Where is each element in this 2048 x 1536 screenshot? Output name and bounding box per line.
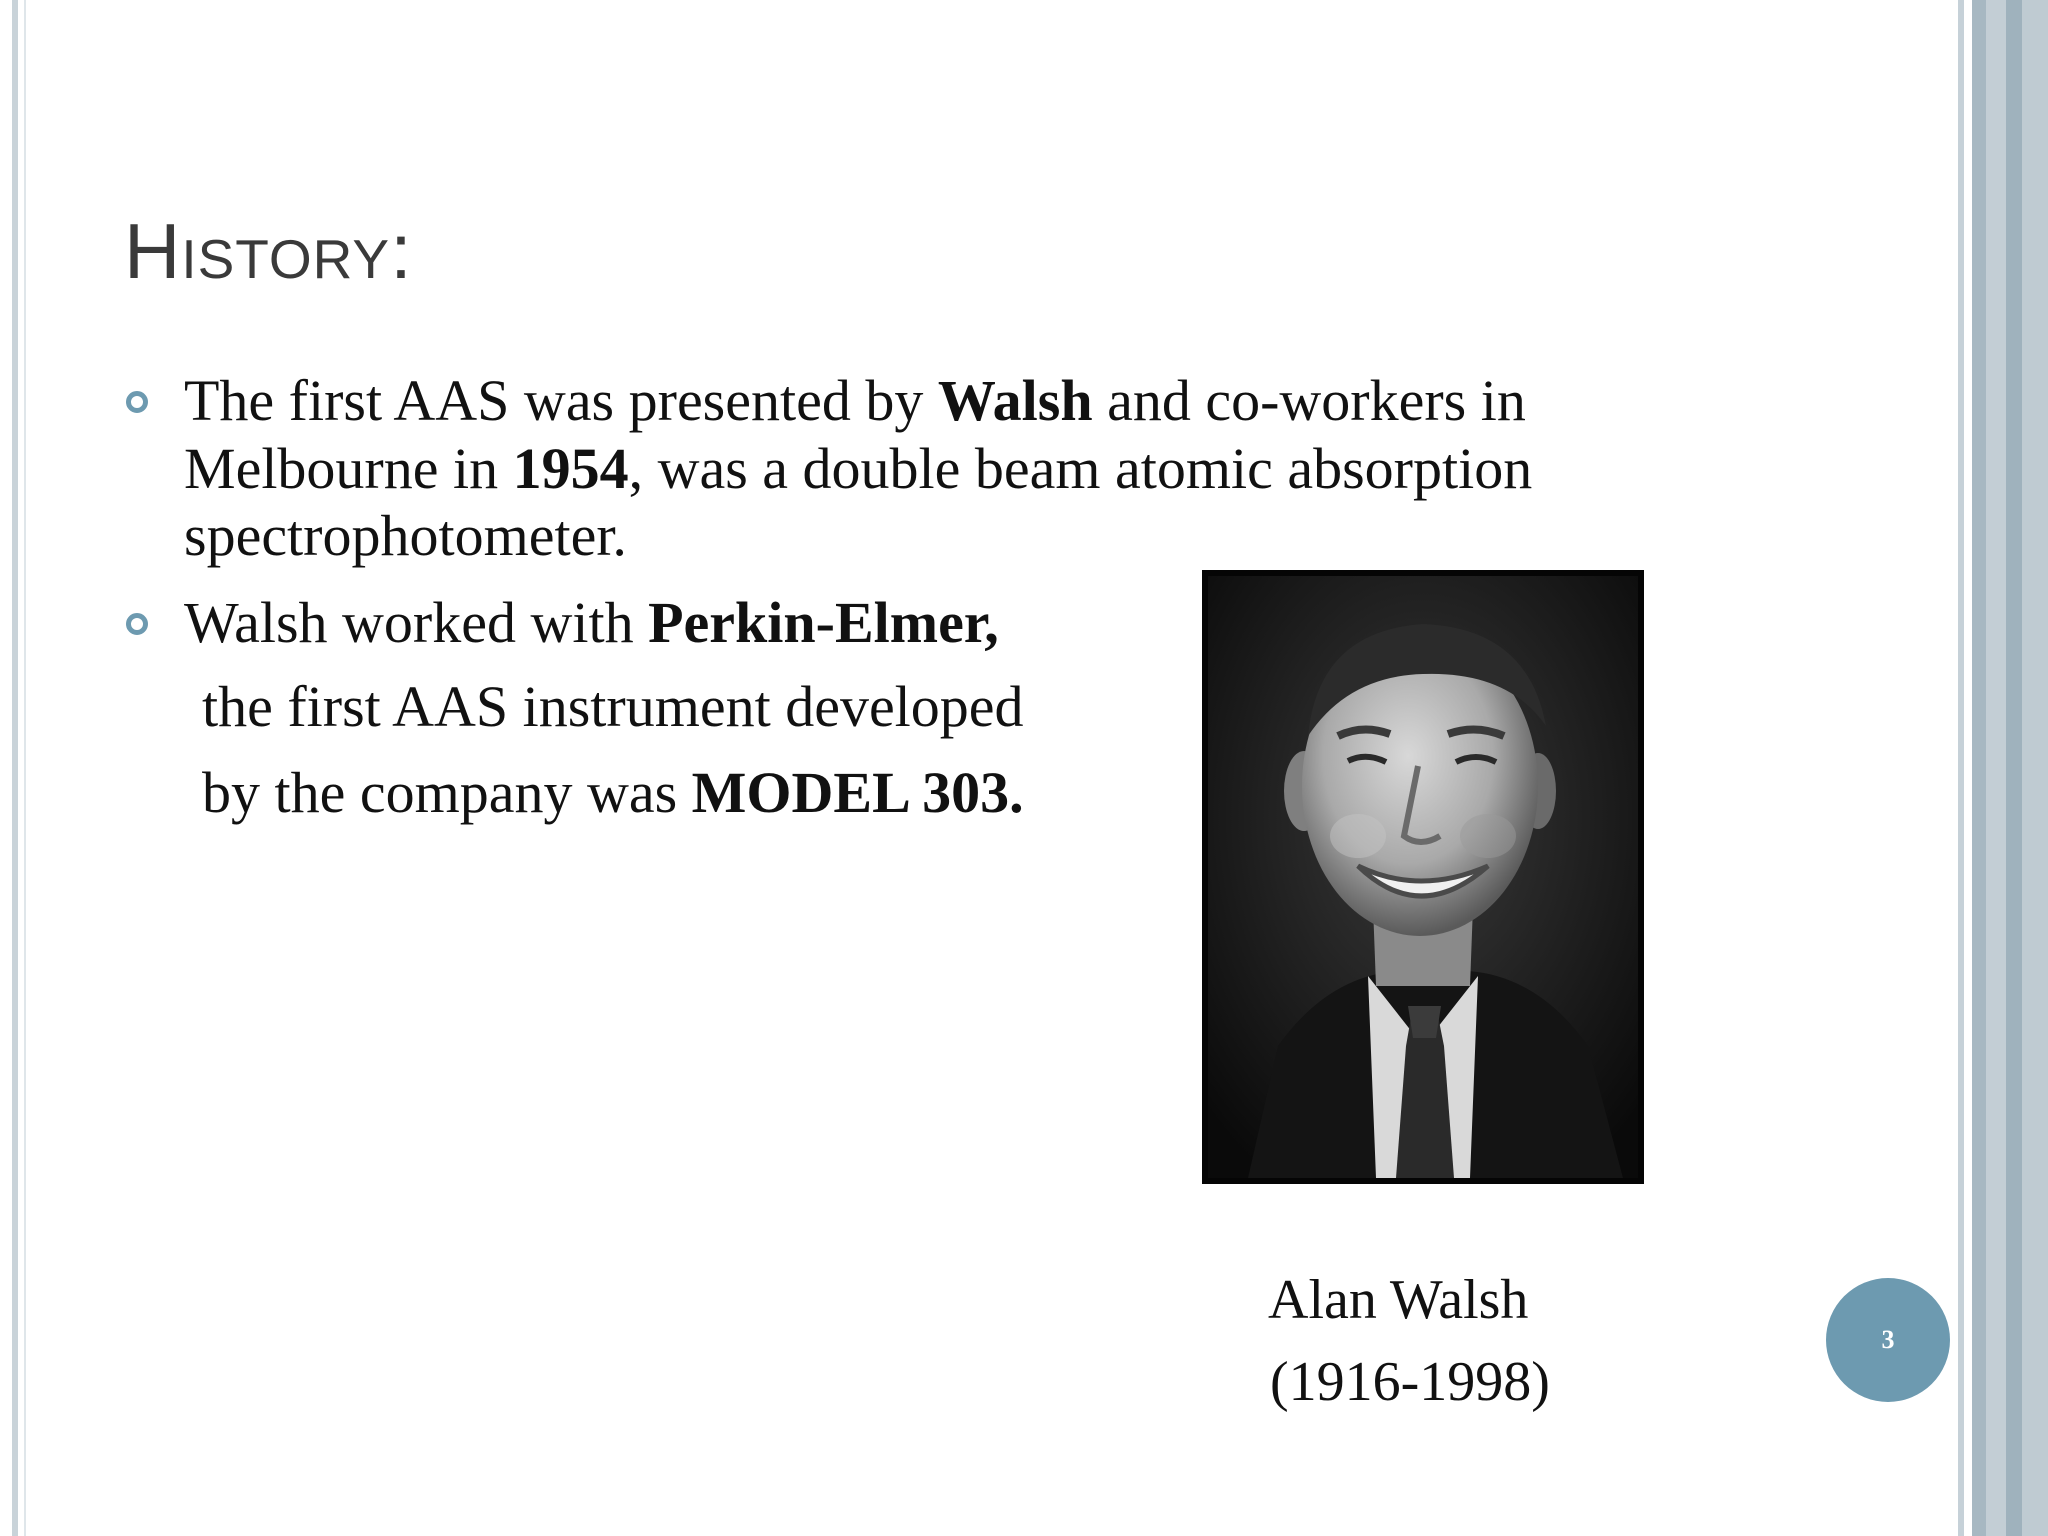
bullet-1-line-3 xyxy=(184,503,627,568)
text-run-bold: 1954 xyxy=(512,436,629,501)
text-run: Walsh worked with xyxy=(184,590,649,655)
bullet-2-line-3 xyxy=(202,760,1024,825)
bullet-circle-icon xyxy=(126,613,148,635)
text-run-bold: Perkin-Elmer, xyxy=(648,590,999,655)
text-run: , was a double beam atomic absorption xyxy=(628,436,1533,501)
page-number: 3 xyxy=(1881,1325,1895,1354)
bullet-2-line-1 xyxy=(184,590,999,655)
portrait-photo xyxy=(1202,570,1644,1184)
left-border-inner xyxy=(24,0,26,1536)
bullet-2-line-2 xyxy=(202,674,1024,739)
page-number-badge xyxy=(1826,1278,1950,1402)
bullet-1-line-1 xyxy=(184,368,1526,433)
slide-title: History: xyxy=(124,207,413,295)
right-border-band xyxy=(2006,0,2022,1536)
text-run-bold: MODEL 303. xyxy=(691,760,1024,825)
text-run: the first AAS instrument developed xyxy=(202,674,1024,739)
right-border-band xyxy=(1972,0,1986,1536)
text-run: spectrophotometer. xyxy=(184,503,627,568)
right-border-band xyxy=(1986,0,2006,1536)
text-run-bold: Walsh xyxy=(937,368,1093,433)
right-border-band xyxy=(2022,0,2048,1536)
text-run: and co-workers in xyxy=(1092,368,1526,433)
photo-caption-years: (1916-1998) xyxy=(1270,1351,1550,1413)
bullet-1-line-2 xyxy=(184,436,1533,501)
text-run: by the company was xyxy=(202,760,692,825)
photo-caption-name: Alan Walsh xyxy=(1268,1269,1529,1331)
left-border xyxy=(12,0,18,1536)
right-border-band xyxy=(1958,0,1964,1536)
text-run: Melbourne in xyxy=(184,436,513,501)
text-run: The first AAS was presented by xyxy=(184,368,938,433)
bullet-circle-icon xyxy=(126,391,148,413)
